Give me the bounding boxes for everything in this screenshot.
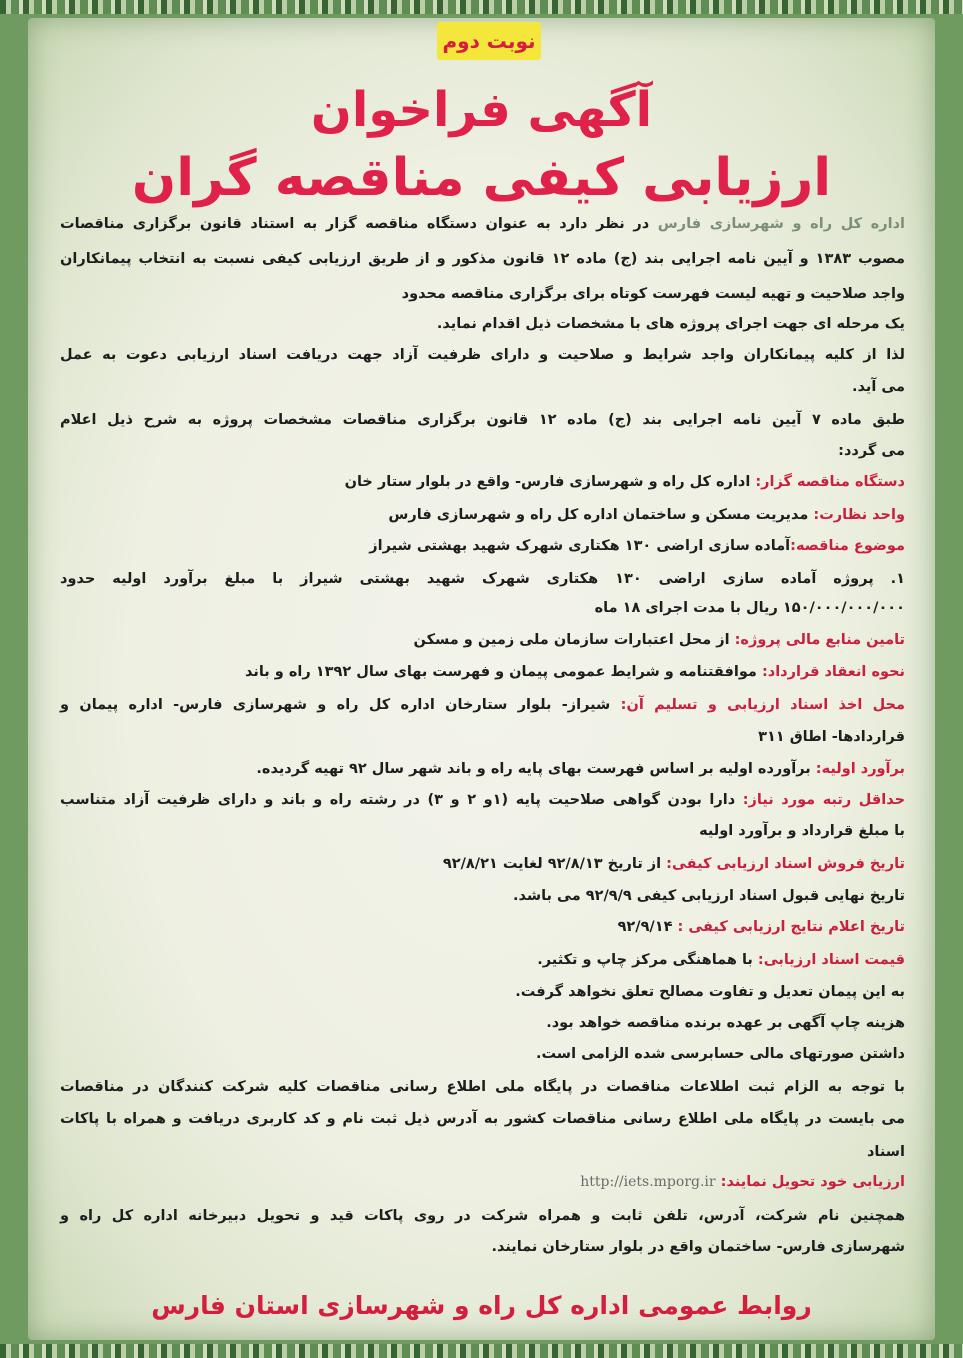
intro-line-7: طبق ماده ۷ آیین نامه اجرایی بند (ج) ماده ۱۲ قانون برگزاری مناقصات مشخصات پروژه به شرح ذیل اعلام bbox=[60, 412, 906, 428]
price-row bbox=[537, 950, 905, 972]
results-value: ۹۲/۹/۱۴ bbox=[617, 919, 678, 935]
results-label: تاریخ اعلام نتایج ارزیابی کیفی : bbox=[677, 919, 905, 935]
intro-line-2: مصوب ۱۳۸۳ و آیین نامه اجرایی بند (ج) ماده ۱۲ قانون مذکور و از طریق ارزیابی کیفی نسبت به انتخاب پیمانکاران bbox=[60, 251, 905, 267]
intro-line-3: واجد صلاحیت و تهیه لیست فهرست کوتاه برای برگزاری مناقصه محدود bbox=[401, 286, 905, 302]
public-relations-signature: روابط عمومی اداره کل راه و شهرسازی استان فارس bbox=[151, 1291, 812, 1320]
grade-row-2: با مبلغ قرارداد و برآورد اولیه bbox=[699, 823, 905, 839]
funding-label: تامین منابع مالی پروژه: bbox=[734, 632, 905, 648]
intro-line-4: یک مرحله ای جهت اجرای پروژه های با مشخصات ذیل اقدام نماید. bbox=[436, 316, 905, 332]
registration-line-2: می بایست در پایگاه ملی اطلاع رسانی مناقصات کشور به آدرس ذیل ثبت نام و کد کاربری دریافت و همراه با پاکات bbox=[60, 1111, 905, 1127]
contract-row bbox=[245, 662, 905, 684]
intro-line-8: می گردد: bbox=[838, 443, 905, 459]
estimate-row bbox=[256, 759, 905, 781]
subject-row bbox=[369, 536, 905, 558]
registration-line-3: اسناد bbox=[866, 1144, 905, 1160]
edition-badge: نوبت دوم bbox=[437, 22, 541, 60]
results-row bbox=[618, 917, 905, 939]
price-value: با هماهنگی مرکز چاپ و تکثیر. bbox=[537, 952, 758, 968]
registration-line-1: با توجه به الزام ثبت اطلاعات مناقصات در پایگاه ملی اطلاع رسانی مناقصات کلیه شرکت کنندگان در مناقصات bbox=[60, 1079, 905, 1095]
funding-value: از محل اعتبارات سازمان ملی زمین و مسکن bbox=[413, 632, 735, 648]
grade-label: حداقل رتبه مورد نیاز: bbox=[742, 792, 906, 808]
contract-label: نحوه انعقاد قرارداد: bbox=[761, 664, 905, 680]
bottom-border-stripes bbox=[0, 1344, 963, 1358]
grade-value: دارا بودن گواهی صلاحیت پایه (۱و ۲ و ۳) در رشته راه و باند و دارای ظرفیت آزاد متناسب bbox=[60, 792, 743, 808]
final-line-1: همچنین نام شرکت، آدرس، تلفن ثابت و همراه شرکت در روی پاکات قید و تحویل دبیرخانه اداره کل راه و bbox=[60, 1208, 905, 1224]
note-3: داشتن صورتهای مالی حسابرسی شده الزامی است. bbox=[535, 1046, 905, 1062]
estimate-label: برآورد اولیه: bbox=[815, 761, 905, 777]
intro-line-1: اداره کل راه و شهرسازی فارس در نظر دارد به عنوان دستگاه مناقصه گزار به استناد قانون برگزاری مناقصات bbox=[60, 216, 905, 232]
funding-row bbox=[414, 630, 905, 652]
grade-row bbox=[60, 790, 905, 812]
contract-value: موافقتنامه و شرایط عمومی پیمان و فهرست بهای سال ۱۳۹۲ راه و باند bbox=[245, 664, 762, 680]
docs-value: شیراز- بلوار ستارخان اداره کل راه و شهرسازی فارس- اداره پیمان و bbox=[60, 697, 621, 713]
submit-label: ارزیابی خود تحویل نمایند: bbox=[720, 1174, 905, 1190]
project-line-1: ۱. پروژه آماده سازی اراضی ۱۳۰ هکتاری شهرک شهید بهشتی شیراز با مبلغ برآورد اولیه حدود bbox=[60, 571, 905, 587]
subject-value: آماده سازی اراضی ۱۳۰ هکتاری شهرک شهید بهشتی شیراز bbox=[369, 538, 791, 554]
project-line-2: ۱۵۰/۰۰۰/۰۰۰/۰۰۰ ریال با مدت اجرای ۱۸ ماه bbox=[594, 600, 905, 616]
subject-label: موضوع مناقصه: bbox=[790, 538, 905, 554]
sale-row bbox=[443, 854, 905, 876]
price-label: قیمت اسناد ارزیابی: bbox=[757, 952, 905, 968]
supervision-value: مدیریت مسکن و ساختمان اداره کل راه و شهرسازی فارس bbox=[388, 507, 814, 523]
final-line-2: شهرسازی فارس- ساختمان واقع در بلوار ستارخان نمایند. bbox=[491, 1239, 905, 1255]
note-1: به این پیمان تعدیل و تفاوت مصالح تعلق نخواهد گرفت. bbox=[515, 984, 905, 1000]
note-2: هزینه چاپ آگهی بر عهده برنده مناقصه خواهد بود. bbox=[546, 1015, 905, 1031]
estimate-value: برآورده اولیه بر اساس فهرست بهای پایه راه و باند شهر سال ۹۲ تهیه گردیده. bbox=[256, 761, 816, 777]
submission-url-link[interactable]: http://iets.mporg.ir bbox=[580, 1174, 716, 1190]
intro-line-5: لذا از کلیه پیمانکاران واجد شرایط و صلاحیت و دارای ظرفیت آزاد جهت دریافت اسناد ارزیابی دعوت به عمل bbox=[60, 347, 905, 363]
supervision-label: واحد نظارت: bbox=[813, 507, 905, 523]
sale-value: از تاریخ ۹۲/۸/۱۳ لغایت ۹۲/۸/۲۱ bbox=[442, 856, 667, 872]
docs-label: محل اخذ اسناد ارزیابی و تسلیم آن: bbox=[620, 697, 905, 713]
agency-value: اداره کل راه و شهرسازی فارس- واقع در بلوار ستار خان bbox=[344, 474, 756, 490]
supervision-row bbox=[388, 505, 905, 527]
intro-line-6: می آید. bbox=[852, 379, 905, 395]
organization-name: اداره کل راه و شهرسازی فارس bbox=[657, 216, 905, 232]
deadline-row: تاریخ نهایی قبول اسناد ارزیابی کیفی ۹۲/۹/۹ می باشد. bbox=[512, 888, 905, 904]
agency-row bbox=[345, 472, 905, 494]
submit-row bbox=[580, 1172, 905, 1194]
title-line-2: ارزیابی کیفی مناقصه گران bbox=[131, 148, 832, 208]
agency-label: دستگاه مناقصه گزار: bbox=[755, 474, 905, 490]
title-line-1: آگهی فراخوان bbox=[310, 82, 653, 138]
sale-label: تاریخ فروش اسناد ارزیابی کیفی: bbox=[666, 856, 905, 872]
top-border-stripes bbox=[0, 0, 963, 14]
docs-row-2: قراردادها- اطاق ۳۱۱ bbox=[758, 729, 905, 745]
docs-row bbox=[60, 695, 905, 717]
